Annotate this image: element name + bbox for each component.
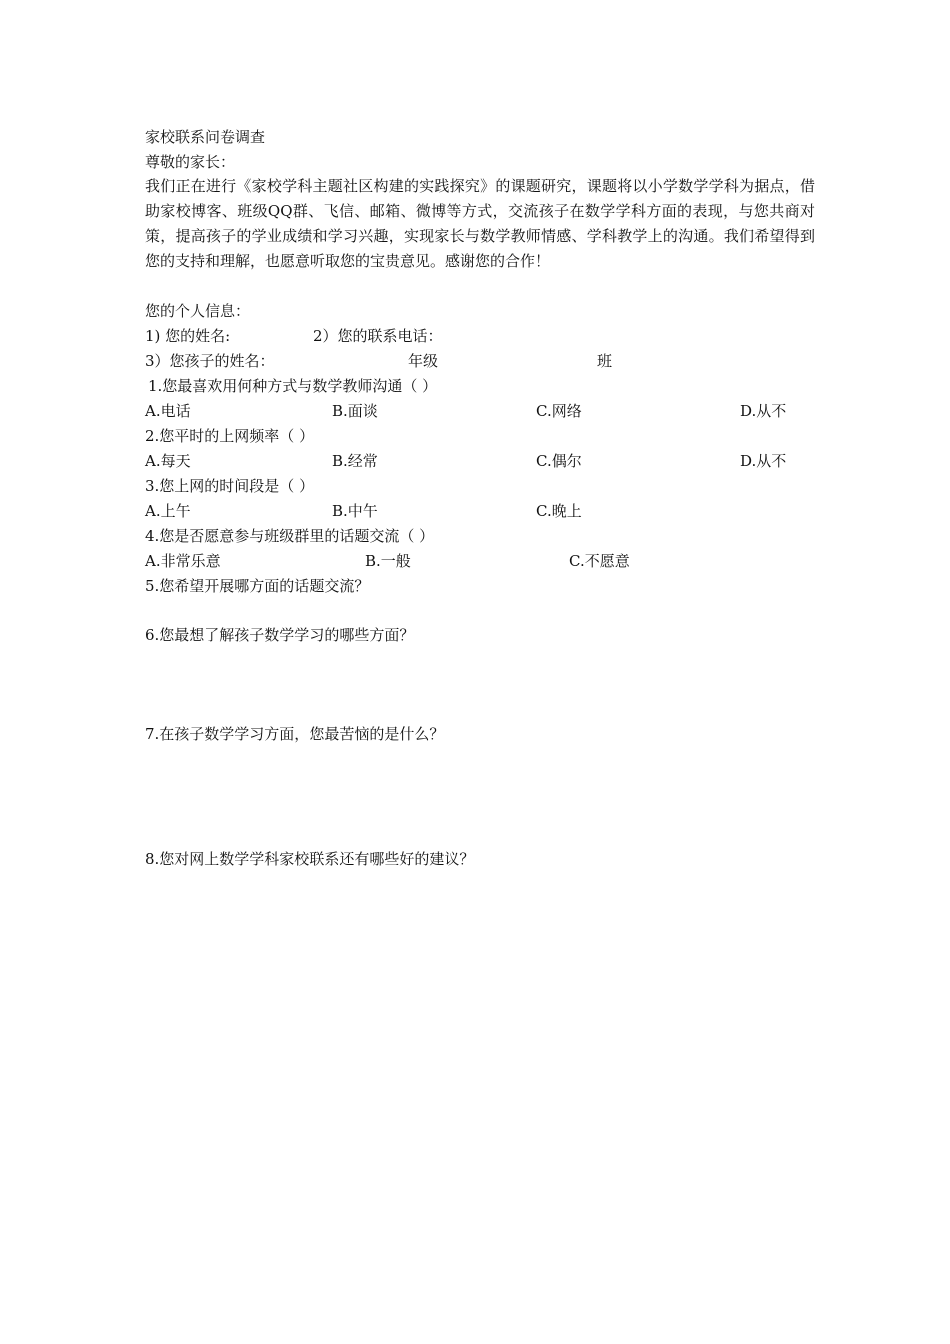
grade-label: 年级 <box>408 352 439 370</box>
personal-info-heading: 您的个人信息： <box>145 302 251 320</box>
q2-option-a: A.每天 <box>145 452 191 470</box>
q1-option-d: D.从不 <box>740 402 787 420</box>
intro-paragraph: 我们正在进行《家校学科主题社区构建的实践探究》的课题研究，课题将以小学数学学科为据点，借助家校博客、班级QQ群、飞信、邮箱、微博等方式，交流孩子在数学学科方面的表现，与您共商对策，提高孩子的学业成绩和学习兴趣，实现家长与数学教师情感、学科教学上的沟通。我们希望得到您的支持和理解，也愿意听取您的宝贵意见。感谢您的合作！ <box>145 177 815 270</box>
q1-option-b: B.面谈 <box>332 402 378 420</box>
class-label: 班 <box>597 352 613 370</box>
q2-option-b: B.经常 <box>332 452 378 470</box>
question-7: 7.在孩子数学学习方面，您最苦恼的是什么？ <box>145 725 445 743</box>
phone-label: 2）您的联系电话： <box>313 327 443 345</box>
question-3: 3.您上网的时间段是（ ） <box>145 477 315 495</box>
q3-option-b: B.中午 <box>332 502 378 520</box>
child-name-label: 3）您孩子的姓名： <box>145 352 275 370</box>
question-5: 5.您希望开展哪方面的话题交流？ <box>145 577 370 595</box>
name-label: 1) 您的姓名: <box>145 327 231 345</box>
q1-option-a: A.电话 <box>145 402 191 420</box>
q4-option-b: B.一般 <box>365 552 411 570</box>
q3-option-a: A.上午 <box>145 502 191 520</box>
q2-option-c: C.偶尔 <box>536 452 582 470</box>
q4-option-c: C.不愿意 <box>569 552 630 570</box>
question-4: 4.您是否愿意参与班级群里的话题交流（ ） <box>145 527 435 545</box>
document-title: 家校联系问卷调查 <box>145 128 266 146</box>
question-6: 6.您最想了解孩子数学学习的哪些方面？ <box>145 626 415 644</box>
q4-option-a: A.非常乐意 <box>145 552 221 570</box>
q3-option-c: C.晚上 <box>536 502 582 520</box>
salutation: 尊敬的家长： <box>145 153 236 171</box>
q2-option-d: D.从不 <box>740 452 787 470</box>
question-8: 8.您对网上数学学科家校联系还有哪些好的建议？ <box>145 850 475 868</box>
q1-option-c: C.网络 <box>536 402 582 420</box>
question-2: 2.您平时的上网频率（ ） <box>145 427 315 445</box>
question-1: 1.您最喜欢用何种方式与数学教师沟通（ ） <box>148 377 438 395</box>
